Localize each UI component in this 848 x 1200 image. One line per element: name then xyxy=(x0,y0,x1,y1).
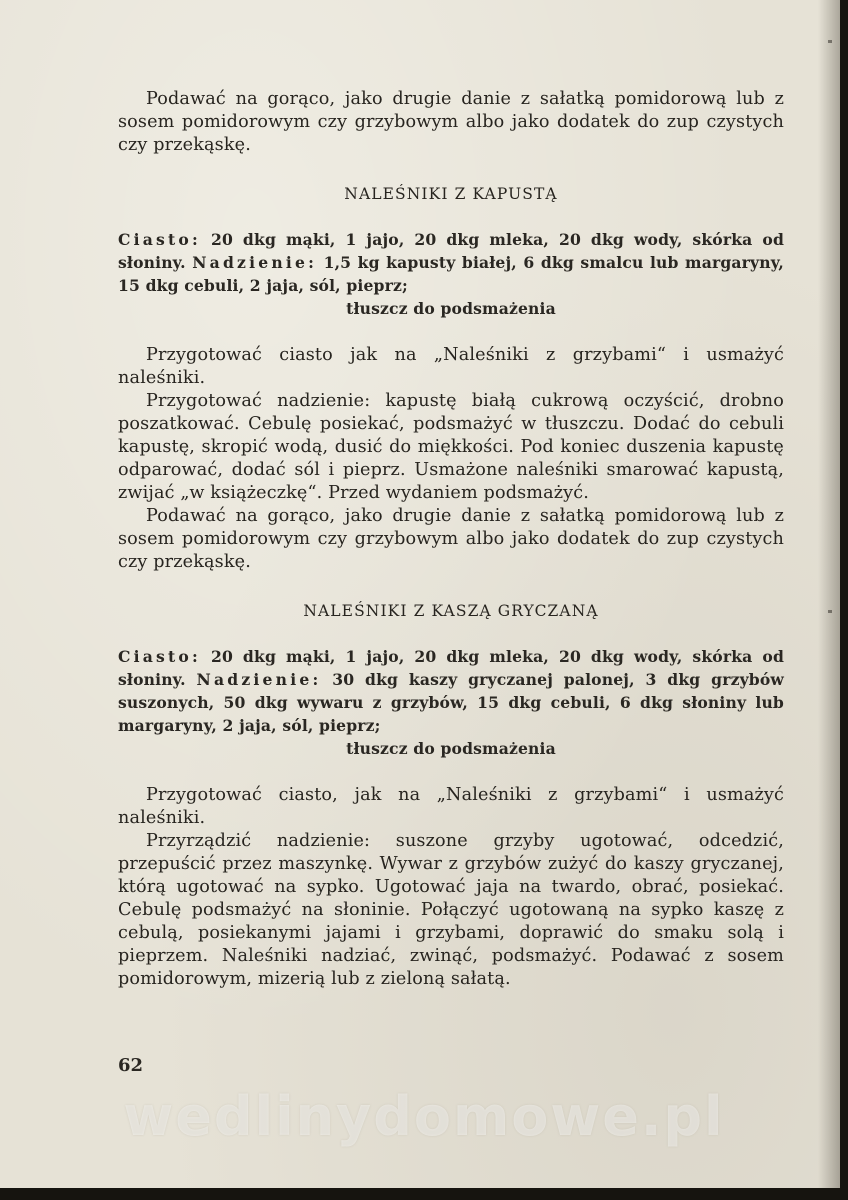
recipe-2-fat: tłuszcz do podsmażenia xyxy=(346,739,556,758)
edge-mark xyxy=(828,610,832,613)
recipe-2-step-2: Przyrządzić nadzienie: suszone grzyby ugotować, odcedzić, przepuścić przez maszynkę. Wywar z grzybów zużyć do kaszy gryczanej, którą ugotować na sypko. Ugotować jaja na twardo, obrać, posiekać. Cebulę podsmażyć na słoninie. Połączyć ugotowaną na sypko kaszę z cebulą, posiekanymi jajami i grzybami, doprawić do smaku solą i pieprzem. Naleśniki nadziać, zwinąć, podsmażyć. Podawać z sosem pomidorowym, mizerią lub z zieloną sałatą. xyxy=(118,831,784,989)
binding-shadow xyxy=(818,0,840,1188)
recipe-2-ingredients xyxy=(118,645,784,737)
dough-label: Ciasto: xyxy=(118,230,201,249)
dough-label: Ciasto: xyxy=(118,647,201,666)
dough-ingredients: 20 dkg mąki, 1 jajo, 20 dkg mleka, 20 dkg wody, skórka od słoniny. xyxy=(118,230,784,272)
filling-label: Nadzienie: xyxy=(196,670,322,689)
recipe-1-fat: tłuszcz do podsmażenia xyxy=(346,299,556,318)
filling-ingredients: 1,5 kg kapusty białej, 6 dkg smalcu lub margaryny, 15 dkg cebuli, 2 jaja, sól, pieprz; xyxy=(118,253,784,295)
filling-ingredients: 30 dkg kaszy gryczanej palonej, 3 dkg grzybów suszonych, 50 dkg wywaru z grzybów, 15 dkg cebuli, 6 dkg słoniny lub margaryny, 2 jaja, sól, pieprz; xyxy=(118,670,784,735)
recipe-1-step-2: Przygotować nadzienie: kapustę białą cukrową oczyścić, drobno poszatkować. Cebulę posiekać, podsmażyć w tłuszczu. Dodać do cebuli kapustę, skropić wodą, dusić do miękkości. Pod koniec duszenia kapustę odparować, dodać sól i pieprz. Usmażone naleśniki smarować kapustą, zwijać „w książeczkę“. Przed wydaniem podsmażyć. xyxy=(118,391,784,503)
text-column xyxy=(118,88,784,991)
filling-label: Nadzienie: xyxy=(192,253,318,272)
recipe-1-ingredients xyxy=(118,228,784,297)
recipe-1-title: NALEŚNIKI Z KAPUSTĄ xyxy=(344,185,558,203)
intro-paragraph: Podawać na gorąco, jako drugie danie z sałatką pomidorową lub z sosem pomidorowym czy grzybowym albo jako dodatek do zup czystych czy przekąskę. xyxy=(118,89,784,155)
recipe-1-serving: Podawać na gorąco, jako drugie danie z sałatką pomidorową lub z sosem pomidorowym czy grzybowym albo jako dodatek do zup czystych czy przekąskę. xyxy=(118,506,784,572)
edge-mark xyxy=(828,40,832,43)
recipe-2-title: NALEŚNIKI Z KASZĄ GRYCZANĄ xyxy=(303,602,599,620)
page-number: 62 xyxy=(118,1055,144,1076)
recipe-1-step-1: Przygotować ciasto jak na „Naleśniki z grzybami“ i usmażyć naleśniki. xyxy=(118,345,784,388)
recipe-2-step-1: Przygotować ciasto, jak na „Naleśniki z grzybami“ i usmażyć naleśniki. xyxy=(118,785,784,828)
dough-ingredients: 20 dkg mąki, 1 jajo, 20 dkg mleka, 20 dkg wody, skórka od słoniny. xyxy=(118,647,784,689)
watermark: wedlinydomowe.pl xyxy=(123,1085,725,1148)
